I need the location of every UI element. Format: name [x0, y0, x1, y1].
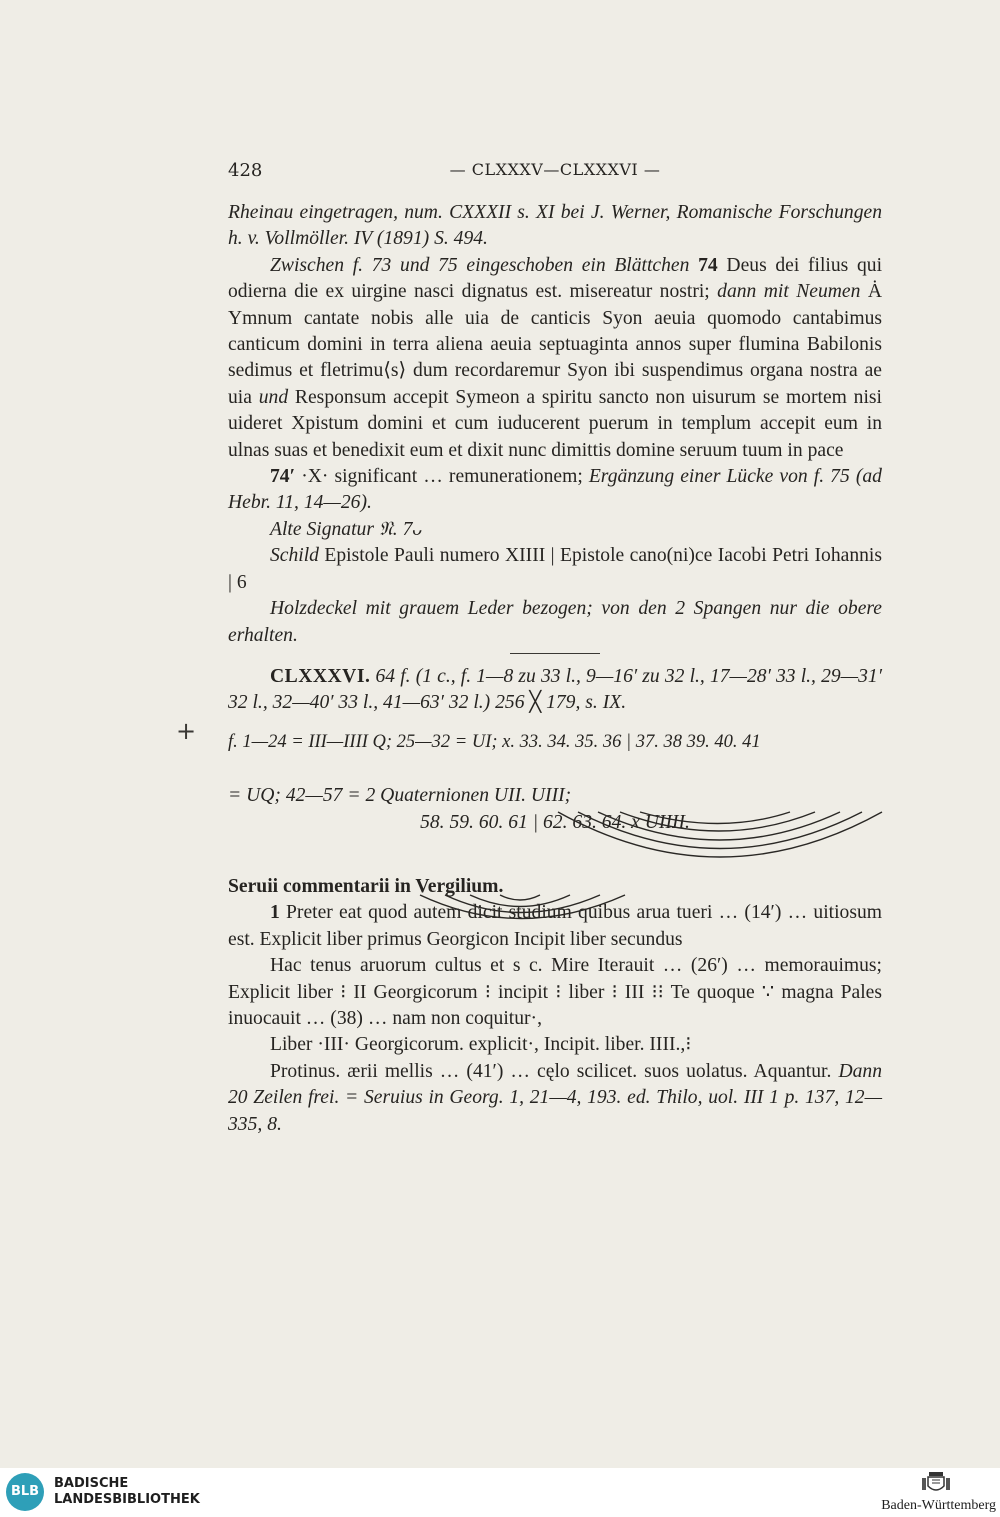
quire-arc: [470, 895, 570, 907]
blaettchen-text-d: und: [258, 386, 289, 408]
protinus-text: Protinus. ærii mellis … (41′) … cęlo scilicet. suos uolatus. Aquantur.: [270, 1060, 832, 1082]
quire-arc: [445, 895, 600, 913]
paragraph-signatur: Alte Signatur 𝔑. 7ᴗ: [270, 518, 422, 540]
blaettchen-text-a: Deus dei filius qui odierna die ex uirgine nasci dignatus est. misereatur nostri;: [228, 254, 883, 303]
protinus-note: Dann 20 Zeilen frei. = Seruius in Georg. 1, 21—4, 193. ed. Thilo, uol. III 1 p. 137, 12—335, 8.: [228, 1060, 882, 1135]
blaettchen-text-b: dann mit Neumen: [717, 281, 861, 303]
margin-plus-icon: +: [176, 717, 197, 745]
blaettchen-lead: Zwischen f. 73 und 75 eingeschoben ein Blättchen: [270, 254, 690, 276]
paragraph-rheinau: Rheinau eingetragen, num. CXXXII s. XI bei J. Werner, Romanische Forschungen h. v. Vollmöller. IV (1891) S. 494.: [228, 202, 882, 250]
quire-arc: [640, 812, 790, 824]
schild-text: Epistole Pauli numero XIIII | Epistole cano(ni)ce Iacobi Petri Iohannis | 6: [228, 545, 882, 593]
quire-arc: [500, 895, 540, 900]
blb-logo-icon[interactable]: BLB: [6, 1473, 44, 1511]
collation-line-3: 58. 59. 60. 61 | 62. 63. 64. x UIIII.: [420, 811, 690, 833]
codex-description: 64 f. (1 c., f. 1—8 zu 33 l., 9—16′ zu 32 l., 17—28′ 33 l., 29—31′ 32 l., 32—40′ 33 l., 41—63′ 32 l.) 256 ╳ 179, s. IX.: [228, 665, 882, 714]
running-title: — CLXXXV—CLXXXVI —: [449, 160, 661, 179]
footer-bar: [0, 1468, 1000, 1517]
folio-74v: 74′: [270, 466, 296, 488]
paragraph-hac-tenus: Hac tenus aruorum cultus et s c. Mire Iterauit … (26′) … memorauimus; Explicit liber ⁝ II Georgicorum ⁝ incipit ⁝ liber ⁝ III ⁝⁝ Te quoque ∵ magna Pales inuocauit … (38) … nam non coquitur·,: [228, 955, 882, 1029]
text-74v-a: ·X· significant … remunerationem;: [301, 466, 583, 488]
paragraph-liber-iii: Liber ·III· Georgicorum. explicit·, Incipit. liber. IIII.,⁝: [270, 1034, 692, 1056]
schild-lead: Schild: [270, 545, 319, 567]
work-title: Seruii commentarii in Vergilium.: [228, 875, 504, 897]
blaettchen-text-c: Ymnum cantate nobis alle uia de canticis Syon aeuia quomodo cantabimus canticum domini in terra aliena aeuia septuaginta annos super flumina Babilonis sedimus et fletrimu⟨s⟩ dum recordaremur Syon ibi suspendimus organa nostra ae uia: [228, 307, 882, 408]
quire-arc: [578, 812, 862, 849]
preter-text: Preter eat quod autem dicit studium quibus arua tueri … (14′) … uitiosum est. Explicit liber primus Georgicon Incipit liber secundus: [228, 902, 882, 950]
library-name[interactable]: [54, 1476, 200, 1508]
blaettchen-text-e: Responsum accepit Symeon a spiritu sancto non uisurum se mortem nisi uideret Xpistum domini et cum iuducerent puerum in templum accepit eum in ulnas suas et benedixit eum et dixit nunc dimittis domine seruum tuum in pace: [228, 386, 882, 461]
library-name-line-1: BADISCHE: [54, 1476, 129, 1491]
text-74v-b: Ergänzung einer Lücke von f. 75 (ad Hebr. 11, 14—26).: [228, 466, 882, 514]
codex-number: CLXXXVI.: [270, 665, 371, 687]
folio-1: 1: [270, 902, 280, 924]
library-name-line-2: LANDESBIBLIOTHEK: [54, 1492, 200, 1507]
paragraph-holzdeckel: Holzdeckel mit grauem Leder bezogen; von den 2 Spangen nur die obere erhalten.: [228, 598, 882, 646]
coat-of-arms-icon: [920, 1470, 952, 1496]
neume-icon: Ȧ: [867, 281, 882, 303]
region-label: Baden-Württemberg: [881, 1498, 996, 1513]
folio-74: 74: [698, 254, 718, 276]
collation-line-2: = UQ; 42—57 = 2 Quaternionen UII. UIII;: [228, 785, 572, 807]
page-number: 428: [228, 160, 263, 181]
collation-line-1: f. 1—24 = III—IIII Q; 25—32 = UI; x. 33. 34. 35. 36 | 37. 38 39. 40. 41: [228, 731, 761, 752]
quire-arc: [558, 812, 882, 857]
